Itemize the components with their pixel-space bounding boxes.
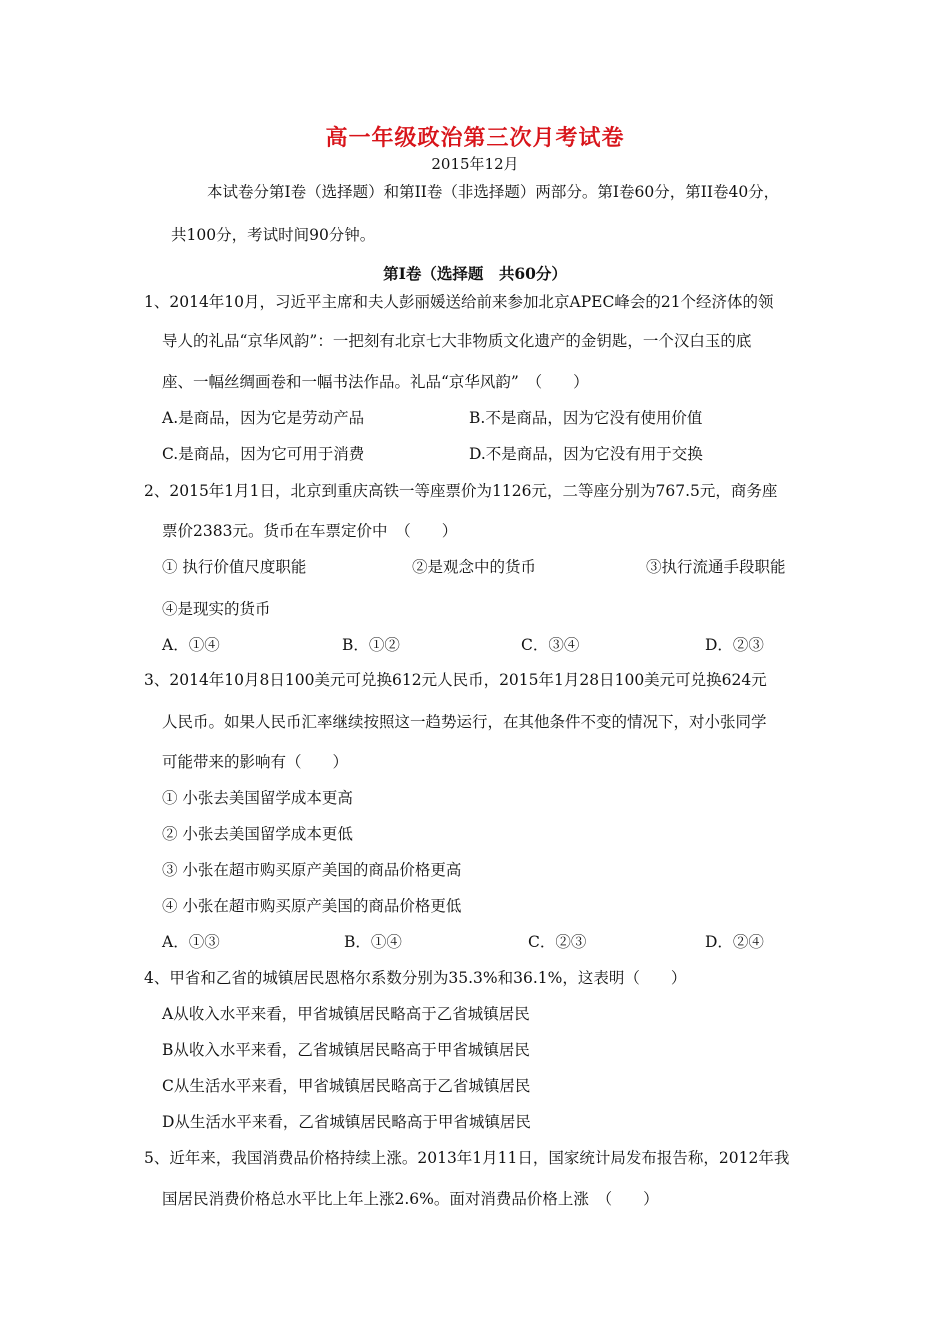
- q2-item-1: ① 执行价值尺度职能: [162, 558, 307, 576]
- q3-item-3: ③ 小张在超市购买原产美国的商品价格更高: [162, 861, 462, 879]
- q3-option-c: C．②③: [528, 933, 587, 951]
- q3-item-2: ② 小张去美国留学成本更低: [162, 825, 353, 843]
- q1-stem-line: 导人的礼品“京华风韵”：一把刻有北京七大非物质文化遗产的金钥匙，一个汉白玉的底: [162, 332, 752, 350]
- q4-stem-line: 4、甲省和乙省的城镇居民恩格尔系数分别为35.3%和36.1%，这表明（ ）: [144, 969, 687, 987]
- q5-stem-line: 国居民消费价格总水平比上年上涨2.6%。面对消费品价格上涨 （ ）: [162, 1190, 659, 1208]
- q4-option-c: C从生活水平来看，甲省城镇居民略高于乙省城镇居民: [162, 1077, 531, 1095]
- q3-item-1: ① 小张去美国留学成本更高: [162, 789, 353, 807]
- section-title: 第Ⅰ卷（选择题 共60分）: [383, 264, 567, 283]
- q2-option-d: D．②③: [705, 636, 764, 654]
- q3-option-a: A．①③: [162, 933, 220, 951]
- q2-stem-line: 2、2015年1月1日，北京到重庆高铁一等座票价为1126元，二等座分别为767.5元，商务座: [144, 482, 778, 500]
- q1-option-b: B.不是商品，因为它没有使用价值: [469, 409, 703, 427]
- q1-option-c: C.是商品，因为它可用于消费: [162, 445, 365, 463]
- q2-stem-line: 票价2383元。货币在车票定价中 （ ）: [162, 522, 458, 540]
- q1-option-d: D.不是商品，因为它没有用于交换: [469, 445, 703, 463]
- q3-stem-line: 3、2014年10月8日100美元可兑换612元人民币，2015年1月28日100美元可兑换624元: [144, 671, 767, 689]
- q3-option-d: D．②④: [705, 933, 764, 951]
- exam-date: 2015年12月: [431, 155, 519, 173]
- q2-item-4: ④是现实的货币: [162, 600, 271, 618]
- q3-stem-line: 人民币。如果人民币汇率继续按照这一趋势运行，在其他条件不变的情况下，对小张同学: [162, 713, 767, 731]
- q2-option-a: A．①④: [162, 636, 220, 654]
- q4-option-b: B从收入水平来看，乙省城镇居民略高于甲省城镇居民: [162, 1041, 530, 1059]
- exam-title: 高一年级政治第三次月考试卷: [325, 125, 625, 151]
- q4-option-a: A从收入水平来看，甲省城镇居民略高于乙省城镇居民: [162, 1005, 530, 1023]
- q5-stem-line: 5、近年来，我国消费品价格持续上涨。2013年1月11日，国家统计局发布报告称，2012年我: [144, 1149, 790, 1167]
- q2-item-3: ③执行流通手段职能: [646, 558, 786, 576]
- q3-option-b: B．①④: [344, 933, 402, 951]
- q1-stem-line: 1、2014年10月，习近平主席和夫人彭丽媛送给前来参加北京APEC峰会的21个经济体的领: [144, 293, 774, 311]
- q2-item-2: ②是观念中的货币: [412, 558, 537, 576]
- q1-stem-line: 座、一幅丝绸画卷和一幅书法作品。礼品“京华风韵” （ ）: [162, 373, 589, 391]
- q1-option-a: A.是商品，因为它是劳动产品: [162, 409, 365, 427]
- q2-option-b: B．①②: [342, 636, 400, 654]
- intro-line: 本试卷分第Ⅰ卷（选择题）和第ⅠⅠ卷（非选择题）两部分。第Ⅰ卷60分，第ⅠⅠ卷40分，: [207, 183, 780, 201]
- q3-item-4: ④ 小张在超市购买原产美国的商品价格更低: [162, 897, 462, 915]
- q4-option-d: D从生活水平来看，乙省城镇居民略高于甲省城镇居民: [162, 1113, 531, 1131]
- q3-stem-line: 可能带来的影响有（ ）: [162, 753, 349, 771]
- intro-line: 共100分，考试时间90分钟。: [171, 226, 376, 244]
- q2-option-c: C．③④: [521, 636, 580, 654]
